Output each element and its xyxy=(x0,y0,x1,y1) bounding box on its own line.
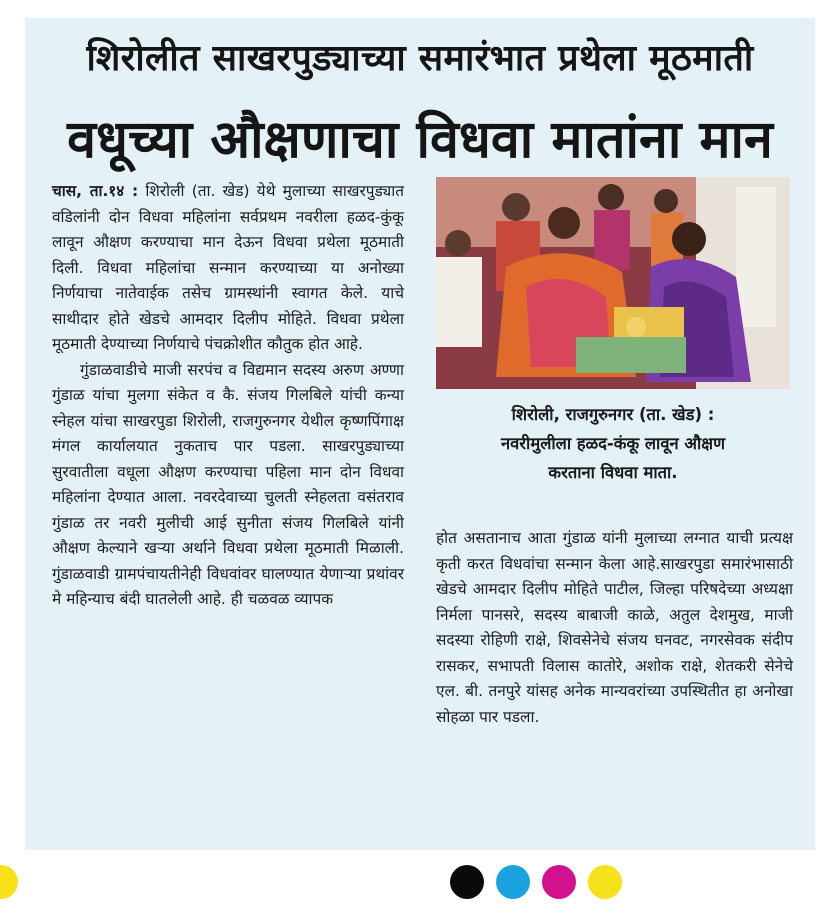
photo-illustration xyxy=(436,177,790,389)
article-paragraph-3: होत असतानाच आता गुंडाळ यांनी मुलाच्या लग्नात याची प्रत्यक्ष कृती करत विधवांचा सन्मान केला आहे.साखरपुडा समारंभासाठी खेडचे आमदार दिलीप मोहिते पाटील, जिल्हा परिषदेच्या अध्यक्षा निर्मला पानसरे, सदस्य बाबाजी काळे, अतुल देशमुख, माजी सदस्या रोहिणी राक्षे, शिवसेनेचे संजय घनवट, नगरसेवक संदीप रासकर, सभापती विलास कातोरे, अशोक राक्षे, शेतकरी सेनेचे एल. बी. तनपुरे यांसह अनेक मान्यवरांच्या उपस्थितीत हा अनोखा सोहळा पार पडला. xyxy=(436,529,793,726)
dateline: चास, ता.१४ : xyxy=(52,182,139,200)
news-photo xyxy=(436,177,790,389)
article-column-right xyxy=(436,526,793,730)
black-dot xyxy=(450,865,484,899)
yellow-dot-left xyxy=(0,865,18,899)
article-column-left xyxy=(52,179,404,613)
caption-line: शिरोली, राजगुरुनगर (ता. खेड) : xyxy=(511,405,715,424)
caption-line: नवरीमुलीला हळद-कंकू लावून औक्षण xyxy=(500,434,726,453)
yellow-dot xyxy=(588,865,622,899)
main-headline: वधूच्या औक्षणाचा विधवा मातांना मान xyxy=(67,110,773,170)
kicker-headline: शिरोलीत साखरपुड्याच्या समारंभात प्रथेला मूठमाती xyxy=(86,38,754,79)
article-paragraph-2: गुंडाळवाडीचे माजी सरपंच व विद्यमान सदस्य अरुण अण्णा गुंडाळ यांचा मुलगा संकेत व कै. संजय गिलबिले यांची कन्या स्नेहल यांचा साखरपुडा शिरोली, राजगुरुनगर येथील कृष्णपिंगाक्ष मंगल कार्यालयात नुकताच पार पडला. साखरपुड्याच्या सुरवातीला वधूला औक्षण करण्याचा पहिला मान दोन विधवा महिलांना देण्यात आला. नवरदेवाच्या चुलती स्नेहलता वसंतराव गुंडाळ तर नवरी मुलीची आई सुनीता संजय गिलबिले यांनी औक्षण केल्याने खऱ्या अर्थाने विधवा प्रथेला मूठमाती मिळाली. गुंडाळवाडी ग्रामपंचायतीनेही विधवांवर घालण्यात येणाऱ्या प्रथांवर मे महिन्याच बंदी घातलेली आहे. ही चळवळ व्यापक xyxy=(52,360,404,608)
magenta-dot xyxy=(542,865,576,899)
article-paragraph-1 xyxy=(52,179,404,358)
cyan-dot xyxy=(496,865,530,899)
photo-caption xyxy=(436,400,790,487)
paragraph-text: शिरोली (ता. खेड) येथे मुलाच्या साखरपुड्यात वडिलांनी दोन विधवा महिलांना सर्वप्रथम नवरीला हळद-कुंकू लावून औक्षण करण्याचा मान देऊन विधवा प्रथेला मूठमाती दिली. विधवा महिलांचा सन्मान करण्याच्या या अनोख्या निर्णयाचा नातेवाईक तसेच ग्रामस्थांनी स्वागत केले. याचे साथीदार होते खेडचे आमदार दिलीप मोहिते. विधवा प्रथेला मूठमाती देण्याच्या निर्णयाचे पंचक्रोशीत कौतुक होत आहे. xyxy=(52,182,404,353)
caption-line: करताना विधवा माता. xyxy=(548,463,678,482)
